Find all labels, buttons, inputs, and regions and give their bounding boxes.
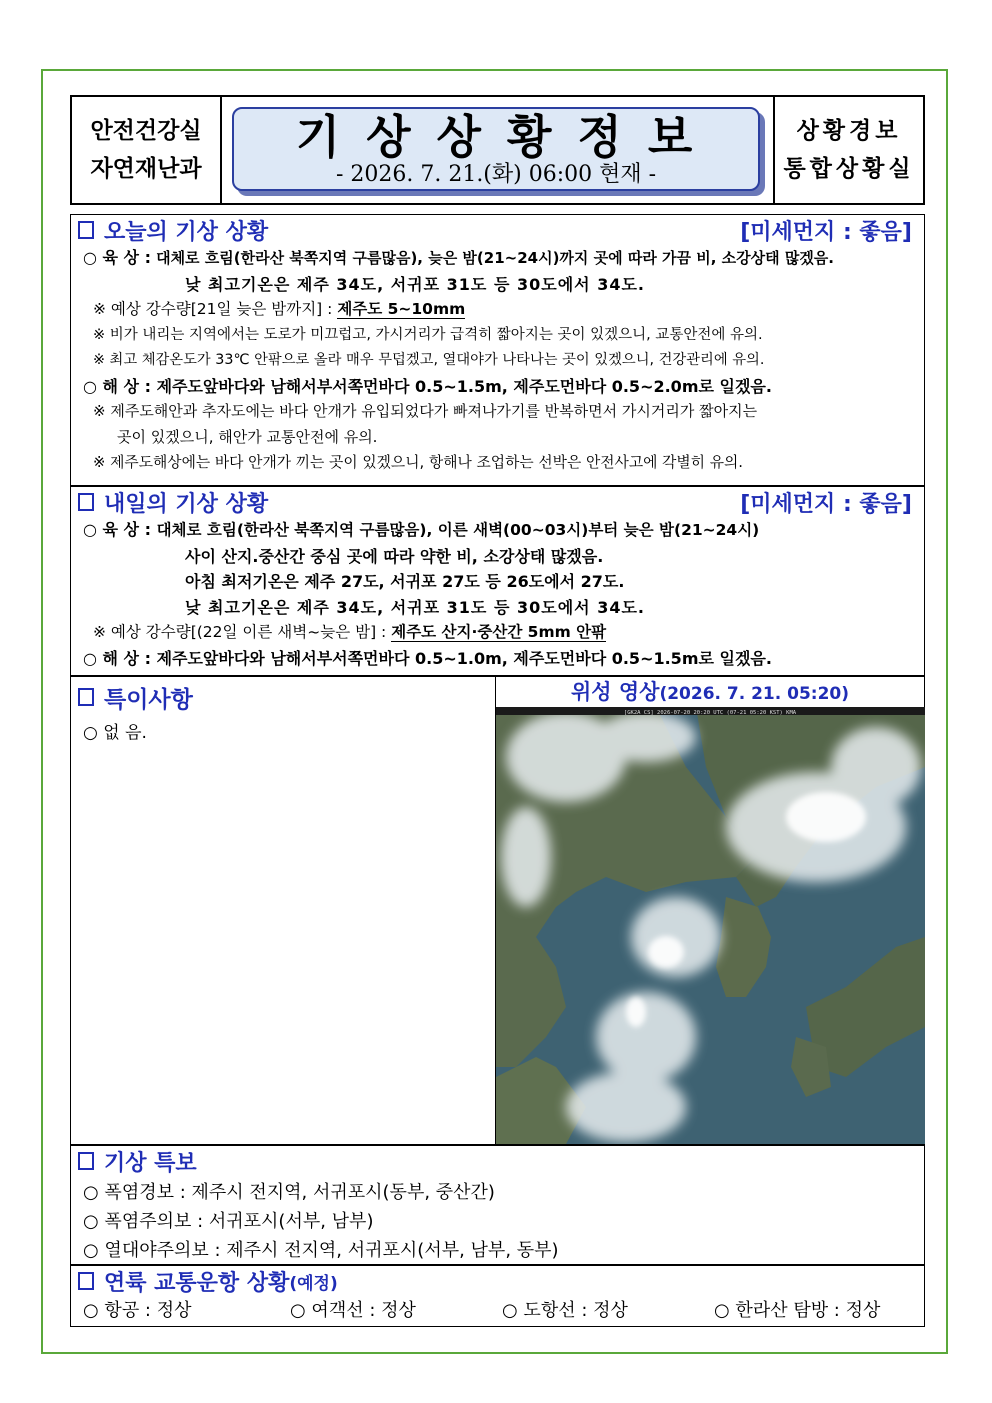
tomorrow-land-text-1: 대체로 흐림(한라산 북쪽지역 구름많음), 이른 새벽(00~03시)부터 늦은 밤(21~24시) (156, 521, 760, 539)
tomorrow-land-line-4: 낮 최고기온은 제주 34도, 서귀포 31도 등 30도에서 34도. (185, 597, 645, 617)
today-header (71, 215, 924, 245)
department-block (72, 97, 222, 203)
warning-item: ○ 열대야주의보 : 제주시 전지역, 서귀포시(서부, 남부, 동부) (83, 1240, 559, 1261)
transport-status-row (71, 1296, 924, 1326)
satellite-image (496, 707, 925, 1144)
today-sea-text: 제주도앞바다와 남해서부서쪽먼바다 0.5~1.5m, 제주도먼바다 0.5~2.0m로 일겠음. (156, 376, 772, 396)
tomorrow-rain-value: 제주도 산지·중산간 5mm 안팎 (391, 623, 607, 641)
today-rain-line (71, 297, 924, 323)
office-block (773, 97, 923, 203)
checkbox-icon (78, 493, 94, 511)
today-rain-label: ※ 예상 강수량[21일 늦은 밤까지] : (93, 300, 333, 318)
checkbox-icon (78, 688, 94, 706)
title-box (232, 107, 760, 191)
today-note-1: ※ 비가 내리는 지역에서는 도로가 미끄럽고, 가시거리가 급격히 짧아지는 곳이 있겠으니, 교통안전에 유의. (93, 326, 763, 343)
warning-item: ○ 폭염경보 : 제주시 전지역, 서귀포시(동부, 중산간) (83, 1182, 495, 1203)
tomorrow-rain-line (71, 620, 924, 646)
transport-item: ○ 도항선 : 정상 (502, 1300, 628, 1321)
satellite-caption: [GK2A CS] 2026-07-20 20:20 UTC (07-21 05:20 KST) KMA (623, 710, 797, 716)
transport-item: ○ 한라산 탐방 : 정상 (714, 1300, 881, 1321)
tomorrow-dust-status: [미세먼지 : 좋음] (740, 491, 912, 517)
department-line-1: 안전건강실 (90, 118, 202, 144)
today-land-line-2: 낮 최고기온은 제주 34도, 서귀포 31도 등 30도에서 34도. (185, 274, 645, 294)
today-note-2: ※ 최고 체감온도가 33℃ 안팎으로 올라 매우 무덥겠고, 열대야가 나타나는 곳이 있겠으니, 건강관리에 유의. (93, 352, 765, 368)
checkbox-icon (78, 1152, 94, 1170)
report-datetime: - 2026. 7. 21.(화) 06:00 현재 - (335, 162, 657, 187)
warnings-header (71, 1146, 924, 1176)
checkbox-icon (78, 221, 94, 239)
transport-section (70, 1265, 925, 1327)
warnings-section (70, 1145, 925, 1265)
office-line-1: 상황경보 (796, 118, 902, 144)
tomorrow-land-line-2: 사이 산지.중산간 중심 곳에 따라 약한 비, 소강상태 많겠음. (185, 546, 604, 566)
today-sea-label: ○ 해 상 : (83, 376, 151, 396)
satellite-map-graphic (496, 707, 925, 1144)
today-land-line-1 (71, 245, 924, 272)
tomorrow-land-line-1 (71, 517, 924, 544)
special-item: ○ 없 음. (83, 723, 147, 743)
today-heading: 오늘의 기상 상황 (104, 219, 269, 245)
tomorrow-heading: 내일의 기상 상황 (104, 491, 269, 517)
today-sea-line (71, 374, 924, 400)
tomorrow-sea-line (71, 646, 924, 672)
tomorrow-sea-text: 제주도앞바다와 남해서부서쪽먼바다 0.5~1.0m, 제주도먼바다 0.5~1.5m로 일겠음. (156, 648, 772, 668)
transport-heading: 연륙 교통운항 상황 (104, 1270, 290, 1296)
office-line-2: 통합상황실 (783, 156, 915, 182)
satellite-time: (2026. 7. 21. 05:20) (659, 684, 850, 704)
transport-item: ○ 여객선 : 정상 (290, 1300, 416, 1321)
satellite-title-text: 위성 영상 (570, 680, 660, 704)
special-heading: 특이사항 (104, 686, 193, 713)
today-note-4: ※ 제주도해상에는 바다 안개가 끼는 곳이 있겠으니, 항해나 조업하는 선박은 안전사고에 각별히 유의. (93, 454, 744, 471)
page-title: 기상상황정보 (295, 110, 719, 164)
today-note-3a: ※ 제주도해안과 추자도에는 바다 안개가 유입되었다가 빠져나가기를 반복하면서 가시거리가 짧아지는 (93, 402, 758, 420)
transport-item: ○ 항공 : 정상 (83, 1300, 192, 1321)
tomorrow-sea-label: ○ 해 상 : (83, 648, 151, 668)
today-dust-status: [미세먼지 : 좋음] (740, 219, 912, 245)
transport-header (71, 1266, 924, 1296)
warning-item: ○ 폭염주의보 : 서귀포시(서부, 남부) (83, 1211, 374, 1232)
today-rain-value: 제주도 5~10mm (337, 300, 466, 318)
report-header (70, 95, 925, 205)
department-line-2: 자연재난과 (90, 156, 202, 182)
checkbox-icon (78, 1272, 94, 1290)
warnings-heading: 기상 특보 (104, 1150, 197, 1176)
tomorrow-land-line-3: 아침 최저기온은 제주 27도, 서귀포 27도 등 26도에서 27도. (185, 572, 625, 591)
today-land-text-1: 대체로 흐림(한라산 북쪽지역 구름많음), 늦은 밤(21~24시)까지 곳에 따라 가끔 비, 소강상태 많겠음. (156, 249, 834, 267)
transport-heading-suffix: (예정) (289, 1273, 338, 1294)
tomorrow-rain-label: ※ 예상 강수량[(22일 이른 새벽~늦은 밤] : (93, 623, 387, 641)
tomorrow-land-label: ○ 육 상 : (83, 520, 151, 539)
tomorrow-header (71, 487, 924, 517)
satellite-title (495, 677, 925, 707)
tomorrow-section (70, 486, 925, 676)
today-section (70, 214, 925, 486)
today-note-3b: 곳이 있겠으니, 해안가 교통안전에 유의. (117, 427, 378, 446)
today-land-label: ○ 육 상 : (83, 248, 151, 267)
